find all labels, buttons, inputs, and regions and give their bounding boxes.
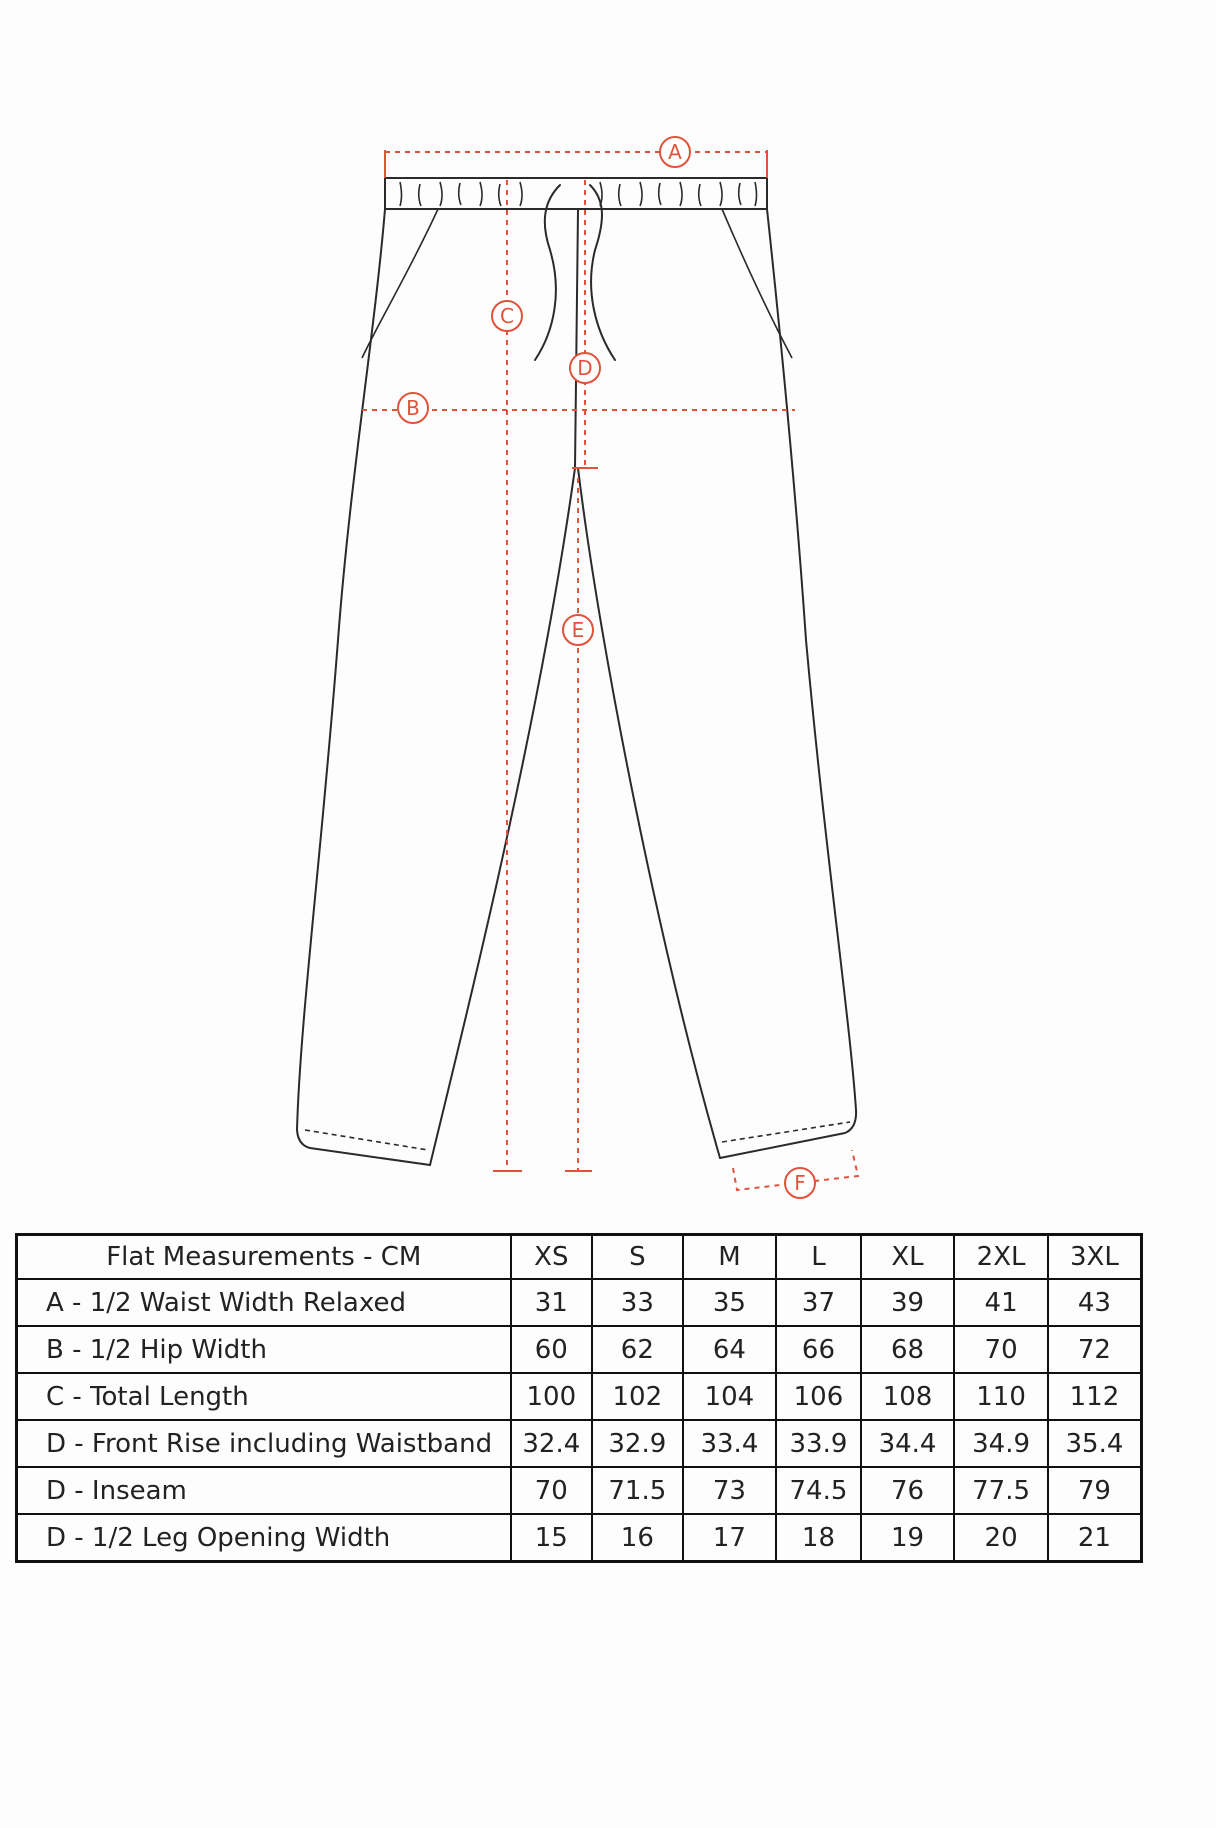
table-row (17, 1467, 1142, 1514)
row-label: B - 1/2 Hip Width (17, 1326, 511, 1373)
table-cell: 73 (683, 1467, 777, 1514)
table-cell: 33.9 (776, 1420, 861, 1467)
waistband-gathers (400, 182, 757, 206)
svg-text:B: B (406, 396, 420, 420)
size-header: XL (861, 1235, 955, 1280)
badge-c (492, 301, 522, 331)
table-cell: 76 (861, 1467, 955, 1514)
table-cell: 33.4 (683, 1420, 777, 1467)
table-cell: 112 (1048, 1373, 1142, 1420)
size-header: L (776, 1235, 861, 1280)
table-cell: 34.9 (954, 1420, 1048, 1467)
svg-text:F: F (794, 1171, 806, 1195)
table-cell: 35 (683, 1279, 777, 1326)
table-cell: 17 (683, 1514, 777, 1562)
table-row (17, 1279, 1142, 1326)
table-row (17, 1326, 1142, 1373)
table-cell: 74.5 (776, 1467, 861, 1514)
size-header: XS (511, 1235, 593, 1280)
table-cell: 37 (776, 1279, 861, 1326)
table-cell: 16 (592, 1514, 683, 1562)
size-header: 2XL (954, 1235, 1048, 1280)
table-cell: 20 (954, 1514, 1048, 1562)
row-label: D - Inseam (17, 1467, 511, 1514)
size-header: S (592, 1235, 683, 1280)
badge-a (660, 137, 690, 167)
size-chart-table (15, 1233, 1143, 1563)
inseam (430, 210, 720, 1165)
badge-e (563, 615, 593, 645)
table-cell: 60 (511, 1326, 593, 1373)
table-cell: 77.5 (954, 1467, 1048, 1514)
row-label: D - 1/2 Leg Opening Width (17, 1514, 511, 1562)
badge-d (570, 353, 600, 383)
right-pocket (722, 209, 792, 358)
table-cell: 64 (683, 1326, 777, 1373)
table-cell: 66 (776, 1326, 861, 1373)
table-cell: 71.5 (592, 1467, 683, 1514)
table-cell: 32.4 (511, 1420, 593, 1467)
table-cell: 79 (1048, 1467, 1142, 1514)
table-cell: 34.4 (861, 1420, 955, 1467)
table-row (17, 1514, 1142, 1562)
drawstring-left (535, 185, 560, 360)
left-leg-outseam (297, 209, 430, 1165)
svg-text:C: C (500, 304, 514, 328)
row-label: C - Total Length (17, 1373, 511, 1420)
svg-text:A: A (668, 140, 682, 164)
table-cell: 18 (776, 1514, 861, 1562)
badge-f (785, 1168, 815, 1198)
table-header-row (17, 1235, 1142, 1280)
badge-b (398, 393, 428, 423)
table-cell: 33 (592, 1279, 683, 1326)
table-row (17, 1420, 1142, 1467)
table-cell: 62 (592, 1326, 683, 1373)
left-hem-stitch (305, 1130, 428, 1150)
left-pocket (362, 209, 438, 358)
table-cell: 32.9 (592, 1420, 683, 1467)
table-cell: 70 (511, 1467, 593, 1514)
table-cell: 39 (861, 1279, 955, 1326)
table-cell: 100 (511, 1373, 593, 1420)
table-cell: 21 (1048, 1514, 1142, 1562)
table-cell: 68 (861, 1326, 955, 1373)
table-cell: 108 (861, 1373, 955, 1420)
row-label: A - 1/2 Waist Width Relaxed (17, 1279, 511, 1326)
svg-text:E: E (571, 618, 585, 642)
table-cell: 15 (511, 1514, 593, 1562)
table-cell: 43 (1048, 1279, 1142, 1326)
row-label: D - Front Rise including Waistband (17, 1420, 511, 1467)
table-header-label: Flat Measurements - CM (17, 1235, 511, 1280)
table-cell: 110 (954, 1373, 1048, 1420)
table-cell: 41 (954, 1279, 1048, 1326)
table-row (17, 1373, 1142, 1420)
table-cell: 31 (511, 1279, 593, 1326)
table-cell: 19 (861, 1514, 955, 1562)
table-cell: 35.4 (1048, 1420, 1142, 1467)
table-cell: 102 (592, 1373, 683, 1420)
size-header: 3XL (1048, 1235, 1142, 1280)
pants-outline (297, 178, 856, 1165)
drawstring-right (590, 185, 615, 360)
table-cell: 104 (683, 1373, 777, 1420)
table-cell: 70 (954, 1326, 1048, 1373)
table-cell: 72 (1048, 1326, 1142, 1373)
right-hem-stitch (722, 1122, 850, 1142)
size-header: M (683, 1235, 777, 1280)
svg-text:D: D (577, 356, 593, 380)
table-cell: 106 (776, 1373, 861, 1420)
